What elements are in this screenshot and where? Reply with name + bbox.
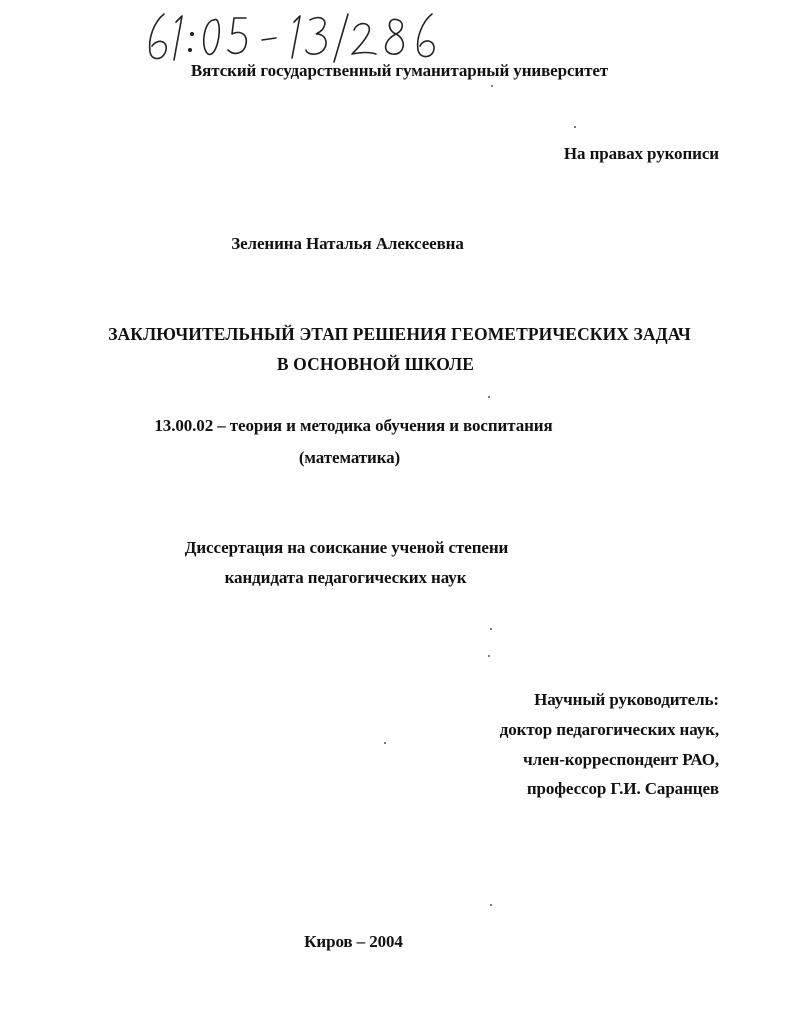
supervisor-heading: Научный руководитель: [534, 690, 719, 709]
handwritten-archive-code [142, 8, 462, 66]
dissertation-title-line-1: ЗАКЛЮЧИТЕЛЬНЫЙ ЭТАП РЕШЕНИЯ ГЕОМЕТРИЧЕСКИХ ЗАДАЧ [108, 324, 691, 344]
degree-line-1: Диссертация на соискание ученой степени [184, 538, 509, 557]
rights-note: На правах рукописи [563, 144, 719, 163]
scan-speck [384, 742, 386, 744]
scan-speck [490, 628, 492, 630]
supervisor-membership: член-корреспондент РАО, [523, 750, 719, 769]
supervisor-degree: доктор педагогических наук, [499, 720, 719, 739]
dissertation-title-line-2: В ОСНОВНОЙ ШКОЛЕ [276, 354, 475, 374]
city-year: Киров – 2004 [304, 932, 403, 951]
scan-speck [491, 85, 493, 87]
scan-speck [488, 396, 490, 398]
specialty-line-1: 13.00.02 – теория и методика обучения и воспитания [154, 416, 553, 435]
author-name: Зеленина Наталья Алексеевна [231, 234, 464, 253]
specialty-line-2: (математика) [298, 448, 401, 467]
degree-line-2: кандидата педагогических наук [224, 568, 467, 587]
scan-speck [488, 655, 490, 657]
scan-speck [490, 904, 492, 906]
university-name: Вятский государственный гуманитарный университет [190, 61, 609, 80]
supervisor-name: профессор Г.И. Саранцев [526, 779, 719, 798]
scan-speck [574, 126, 576, 128]
